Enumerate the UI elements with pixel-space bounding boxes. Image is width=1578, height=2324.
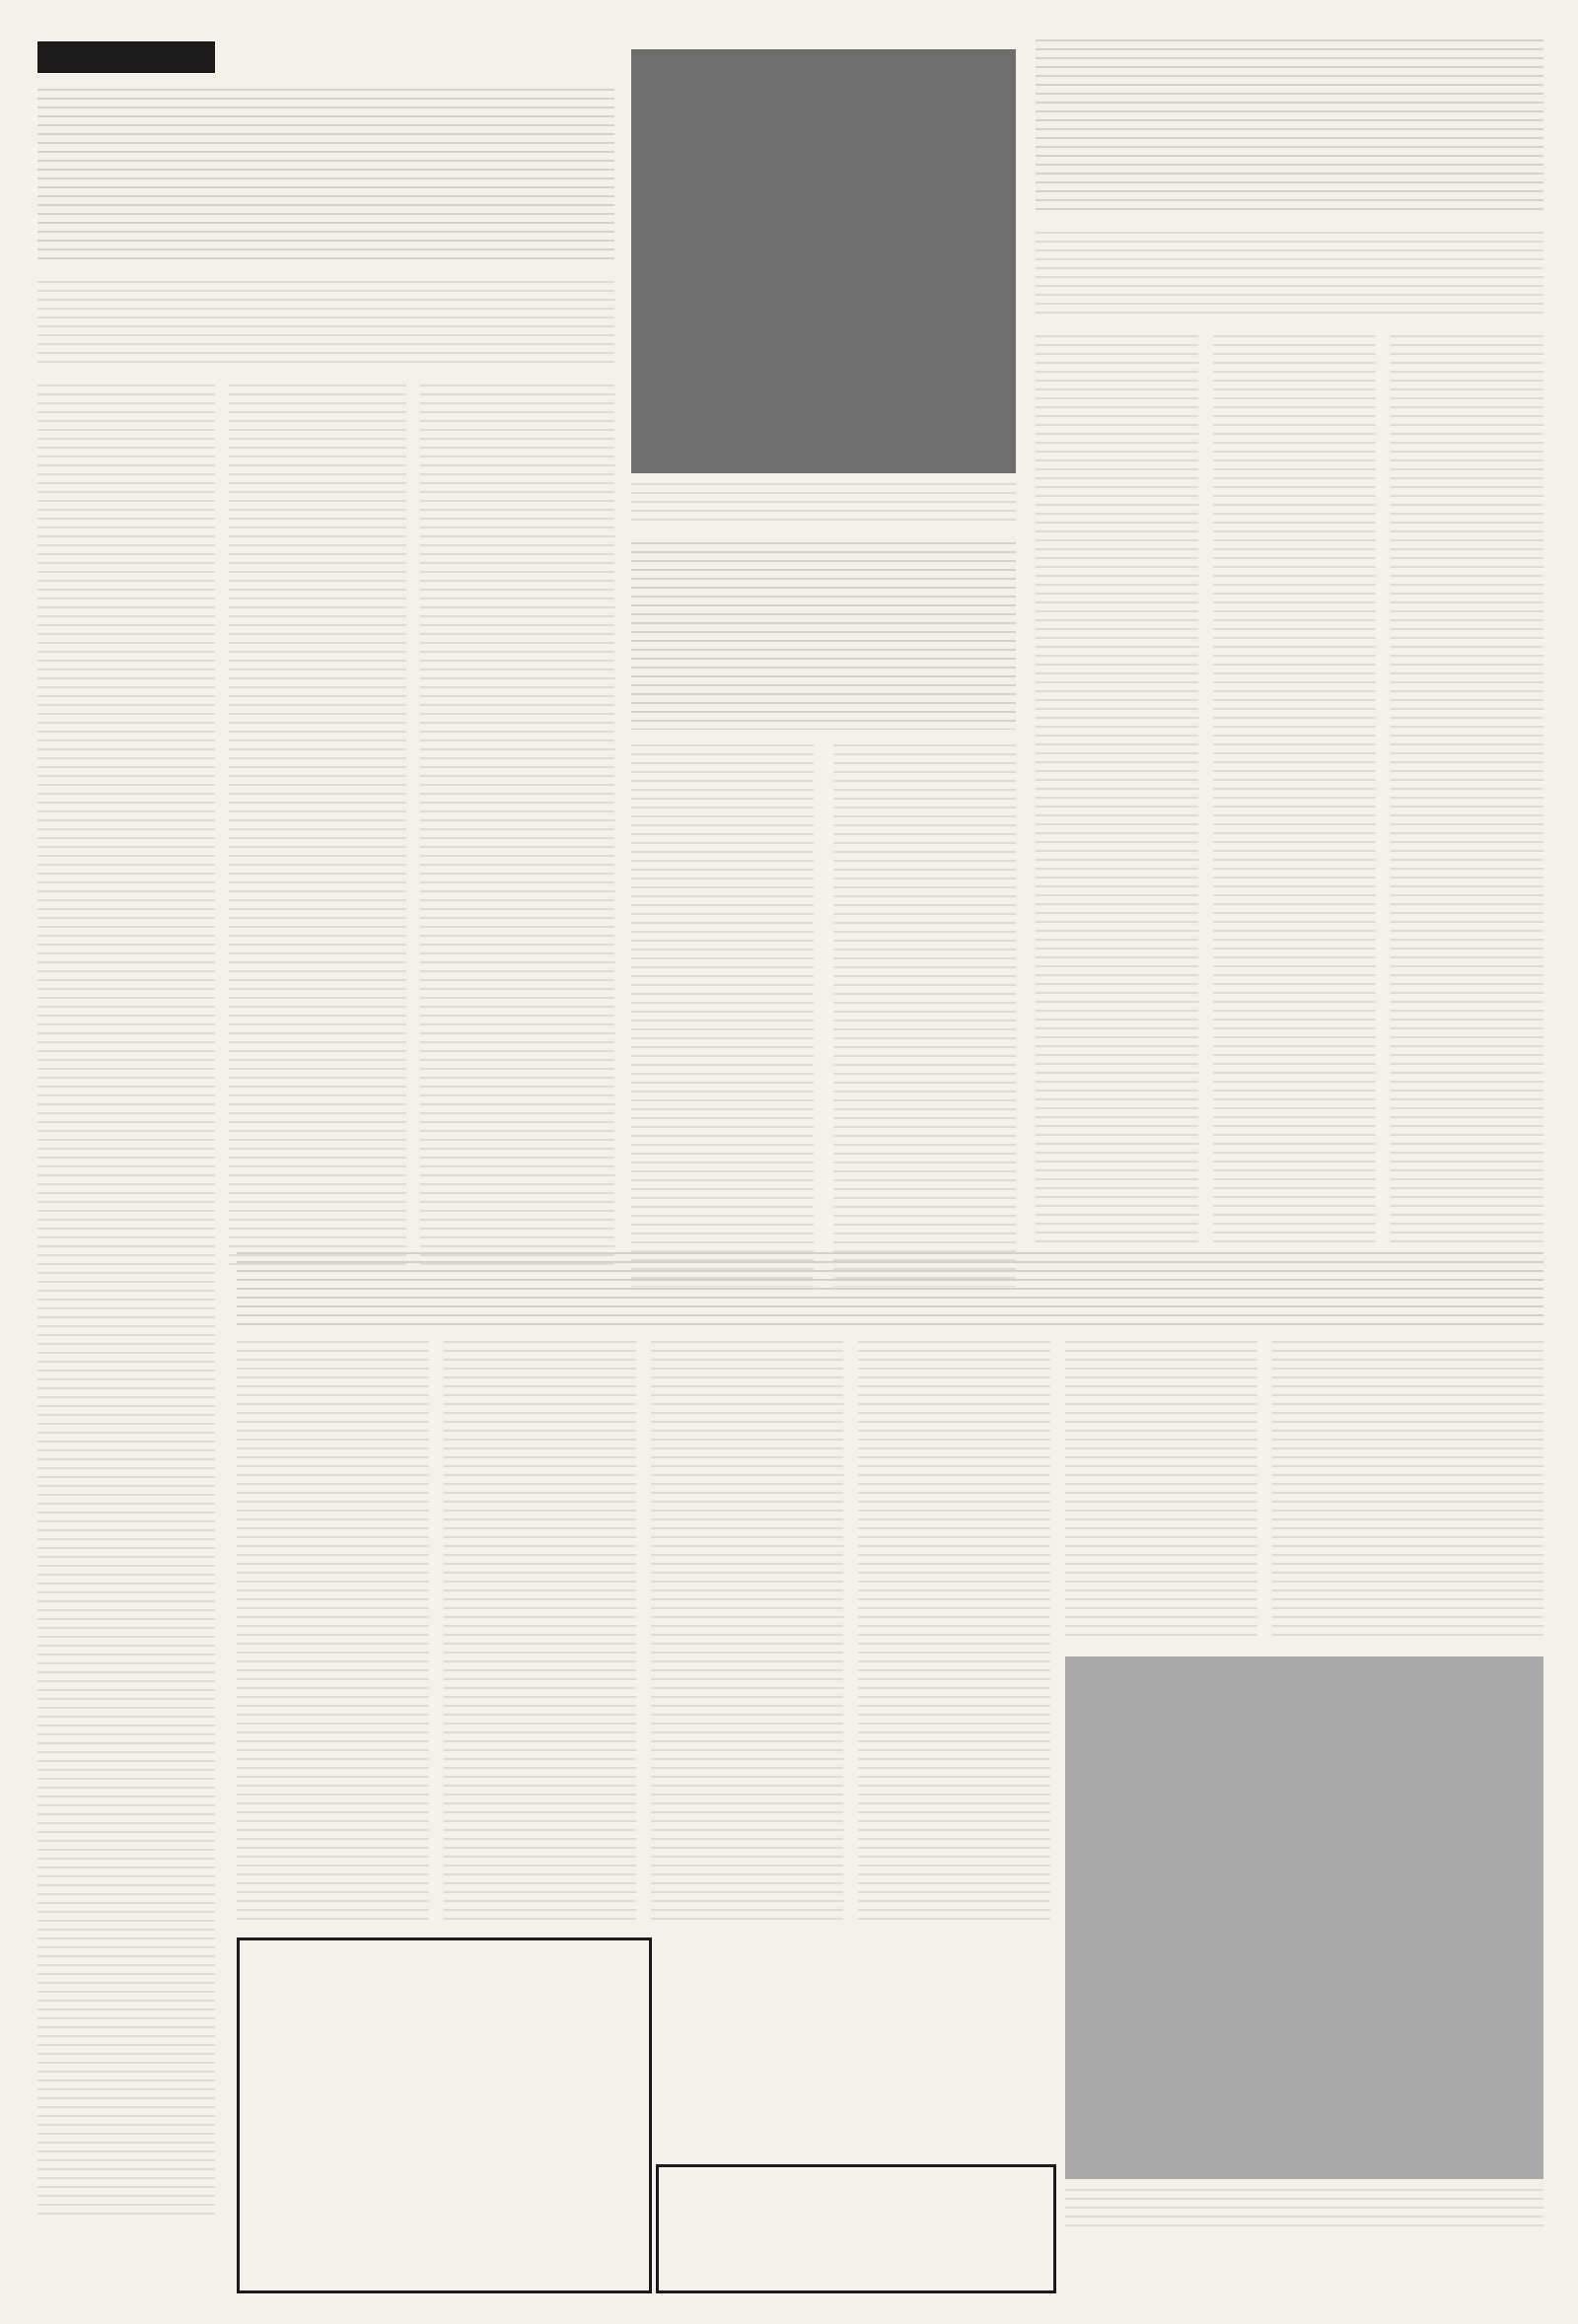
advertisement-box: [656, 2164, 1056, 2293]
photo-caption: [1065, 2189, 1543, 2228]
text-column: [858, 1341, 1050, 1923]
headline-block-center: [631, 542, 1016, 730]
headline-block-wide: [237, 1252, 1543, 1331]
photo: [1065, 1656, 1543, 2179]
text-column: [833, 744, 1016, 1287]
photo: [631, 49, 1016, 473]
text-column: [1272, 1341, 1543, 1637]
text-column: [631, 744, 814, 1287]
text-column: [1213, 335, 1376, 1242]
text-column: [229, 385, 406, 1272]
text-column: [1065, 1341, 1257, 1637]
text-column: [1391, 335, 1543, 1242]
masthead-bar: [37, 41, 215, 73]
photo-caption: [631, 483, 1016, 528]
subhead-block-right: [1036, 232, 1543, 320]
text-column: [37, 385, 215, 2218]
headline-block-right: [1036, 39, 1543, 217]
text-column: [1036, 335, 1198, 1242]
advertisement-box: [237, 1937, 652, 2293]
text-column: [420, 385, 614, 1272]
subhead-block-left: [37, 281, 614, 370]
headline-block-left: [37, 89, 614, 266]
text-column: [651, 1341, 843, 1923]
text-column: [237, 1341, 429, 1923]
text-column: [444, 1341, 636, 1923]
